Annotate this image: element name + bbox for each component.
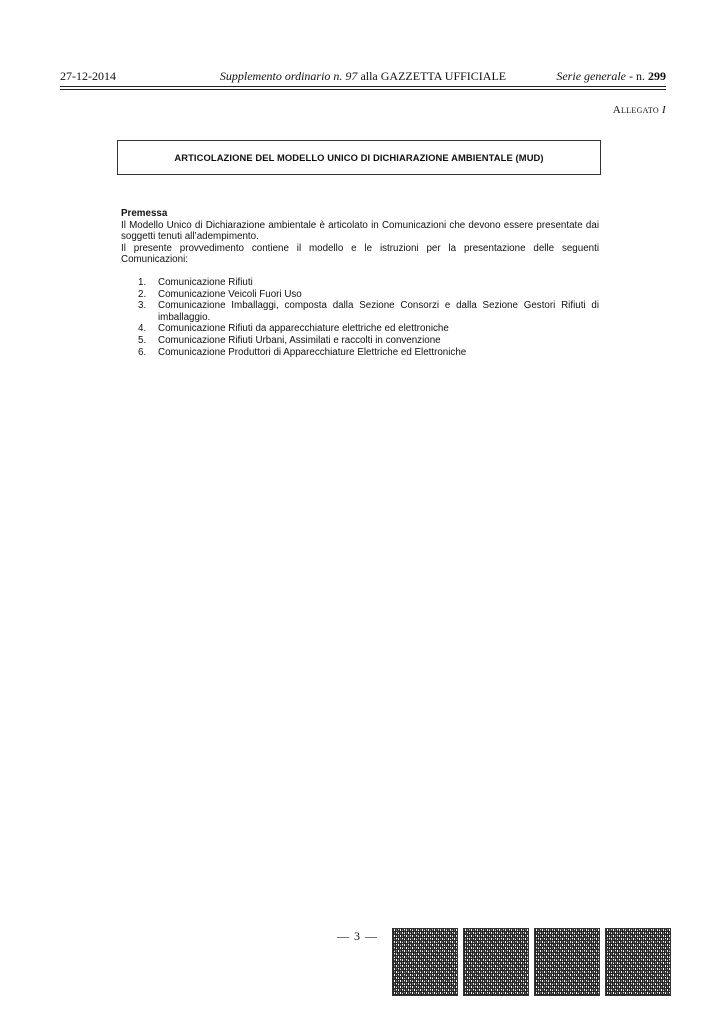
document-title: ARTICOLAZIONE DEL MODELLO UNICO DI DICHIARAZIONE AMBIENTALE (MUD) [174, 152, 544, 163]
paragraph-1: Il Modello Unico di Dichiarazione ambientale è articolato in Comunicazioni che devono essere presentate dai soggetti tenuti all’adempimento. [121, 219, 599, 243]
barcode-strip [392, 928, 671, 996]
list-item-number: 2. [138, 288, 147, 300]
document-title-box [117, 140, 601, 175]
list-item-text: Comunicazione Veicoli Fuori Uso [158, 288, 302, 300]
list-item-text: Comunicazione Rifiuti [158, 276, 253, 288]
header-series [556, 69, 666, 84]
header-rule-bottom [60, 89, 666, 90]
series-number: 299 [648, 69, 666, 83]
list-item-number: 4. [138, 323, 147, 335]
publication-supplement: Supplemento ordinario n. 97 [219, 69, 358, 83]
communications-list [121, 277, 599, 358]
list-item-number: 3. [138, 300, 147, 312]
annex-label [613, 104, 666, 116]
publication-gazette: alla GAZZETTA UFFICIALE [357, 69, 507, 83]
list-item [121, 347, 599, 359]
series-name: Serie generale [556, 69, 626, 83]
document-body [121, 208, 599, 358]
list-item-text: Comunicazione Rifiuti da apparecchiature elettriche ed elettroniche [158, 323, 449, 335]
list-item [121, 323, 599, 335]
header-date: 27-12-2014 [60, 69, 116, 83]
list-item-text: Comunicazione Imballaggi, composta dalla Sezione Consorzi e dalla Sezione Gestori Rifiuti di imballaggio. [158, 300, 599, 323]
header-rule-top [60, 86, 666, 87]
list-item-text: Comunicazione Produttori di Apparecchiature Elettriche ed Elettroniche [158, 346, 467, 358]
list-item [121, 300, 599, 323]
qr-code-icon [392, 928, 458, 996]
qr-code-icon [463, 928, 529, 996]
list-item-number: 5. [138, 334, 147, 346]
list-item [121, 335, 599, 347]
list-item [121, 289, 599, 301]
list-item-number: 1. [138, 276, 147, 288]
list-item-text: Comunicazione Rifiuti Urbani, Assimilati e raccolti in convenzione [158, 334, 441, 346]
qr-code-icon [534, 928, 600, 996]
qr-code-icon [605, 928, 671, 996]
list-item [121, 277, 599, 289]
paragraph-2: Il presente provvedimento contiene il modello e le istruzioni per la presentazione delle seguenti Comunicazioni: [121, 242, 599, 266]
list-item-number: 6. [138, 346, 147, 358]
annex-word: Allegato [612, 104, 659, 116]
series-separator: - n. [626, 69, 648, 83]
page-header [60, 69, 666, 85]
page-number: — 3 — [337, 929, 378, 943]
annex-number: I [662, 104, 666, 116]
section-heading: Premessa [121, 208, 168, 219]
